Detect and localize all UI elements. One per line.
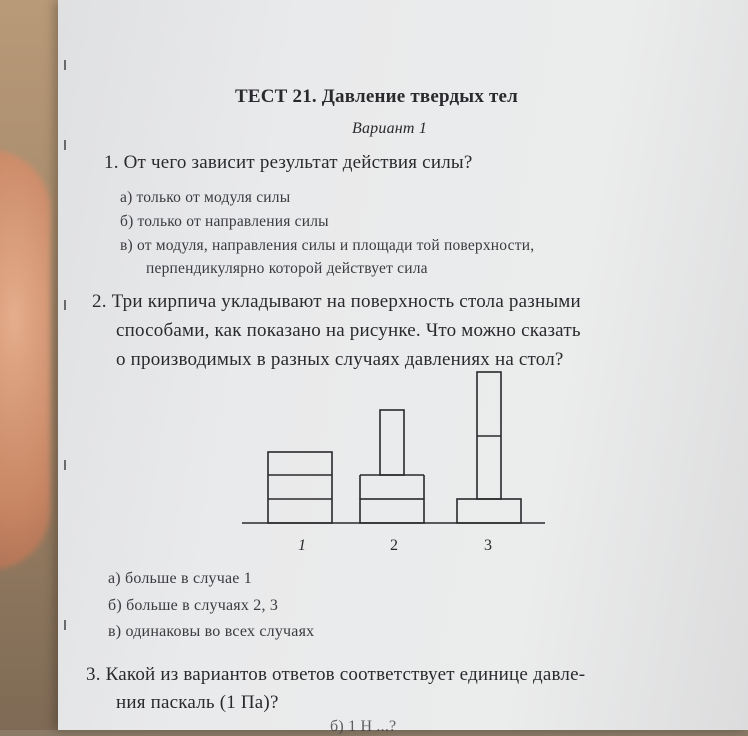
figure-label-1: 1 bbox=[298, 537, 306, 554]
question-2-line-2: способами, как показано на рисунке. Что можно сказать bbox=[116, 320, 581, 341]
brick-stack-1 bbox=[268, 452, 332, 523]
q2-answer-c: в) одинаковы во всех случаях bbox=[108, 623, 315, 640]
brick-stack-3-base bbox=[457, 499, 521, 523]
perforation-mark bbox=[64, 60, 66, 70]
q1-answer-a: а) только от модуля силы bbox=[120, 189, 291, 206]
variant-label: Вариант 1 bbox=[352, 120, 428, 137]
perforation-mark bbox=[64, 300, 66, 310]
q1-answer-c-cont: перпендикулярно которой действует сила bbox=[146, 260, 428, 277]
finger bbox=[0, 150, 50, 570]
test-title: ТЕСТ 21. Давление твердых тел bbox=[235, 86, 519, 107]
figure-label-3: 3 bbox=[484, 537, 492, 554]
brick-stack-2-upright bbox=[380, 410, 404, 475]
question-3-line-1: 3. Какой из вариантов ответов соответствует единице давле- bbox=[86, 664, 586, 685]
question-2-line-1: 2. Три кирпича укладывают на поверхность стола разными bbox=[92, 291, 581, 312]
perforation-mark bbox=[64, 620, 66, 630]
q1-answer-c: в) от модуля, направления силы и площади той поверхности, bbox=[120, 237, 535, 254]
q3-answer-partial: б) 1 Н ...? bbox=[330, 718, 397, 735]
question-1: 1. От чего зависит результат действия силы? bbox=[104, 152, 473, 173]
brick-stack-2-base bbox=[360, 499, 424, 523]
perforation-mark bbox=[64, 460, 66, 470]
q1-answer-b: б) только от направления силы bbox=[120, 213, 329, 230]
question-3-line-2: ния паскаль (1 Па)? bbox=[116, 692, 279, 713]
figure-label-2: 2 bbox=[390, 537, 398, 554]
bricks-figure bbox=[230, 360, 550, 560]
question-2-line-3: о производимых в разных случаях давлениях на стол? bbox=[116, 349, 564, 370]
q2-answer-a: а) больше в случае 1 bbox=[108, 570, 252, 587]
perforation-mark bbox=[64, 140, 66, 150]
q2-answer-b: б) больше в случаях 2, 3 bbox=[108, 597, 279, 614]
